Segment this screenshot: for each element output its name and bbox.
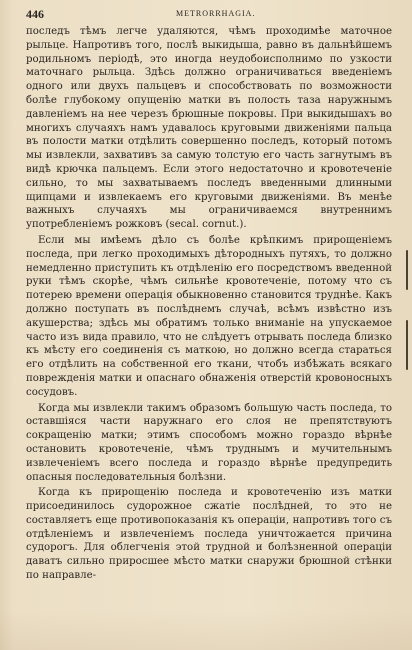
paragraph: Когда мы извлекли такимъ образомъ большую часть последа, то оставшіяся части наружнаго его слоя не препятствуютъ сокращенію матки; этимъ способомъ можно гораздо вѣрнѣе остановить кровотеченіе, чѣмъ труднымъ и мучительнымъ извлеченіемъ всего последа и гораздо вѣрнѣе предупредить опасныя последовательныя болѣзни. <box>26 402 392 483</box>
paper-stain <box>0 610 412 650</box>
paragraph: Если мы имѣемъ дѣло съ болѣе крѣпкимъ прирощеніемъ последа, при легко проходимыхъ дѣтородныхъ путяхъ, то должно немедленно приступить къ отдѣленію его посредствомъ введенной руки тѣмъ скорѣе, чѣмъ сильнѣе кровотеченіе, потому что съ потерею времени операція обыкновенно становится труднѣе. Какъ должно поступать въ послѣднемъ случаѣ, всѣмъ извѣстно изъ акушерства; здѣсь мы обратимъ только вниманіе на упускаемое часто изъ вида правило, что не слѣдуетъ отрывать последа близко къ мѣсту его соединенія съ маткою, но должно всегда стараться его отдѣлить на собственной его ткани, чтобъ избѣжать всякаго поврежденія матки и опаснаго обнаженія отверстій кровоносныхъ сосудовъ. <box>26 234 392 398</box>
running-title: METRORRHAGIA. <box>176 9 256 18</box>
paragraph: последъ тѣмъ легче удаляются, чѣмъ проходимѣе маточное рыльце. Напротивъ того, послѣ выкидыша, равно въ дальнѣйшемъ родильномъ періодѣ, это иногда неудобоисполнимо по узкости маточнаго рыльца. Здѣсь должно ограничиваться введеніемъ одного или двухъ пальцевъ и способствовать по возможности болѣе глубокому опущенію матки въ полость таза наружнымъ давленіемъ на нее черезъ брюшные покровы. При выкидышахъ во многихъ случаяхъ намъ удавалось круговыми движеніями пальца въ полости матки отдѣлить совершенно последъ, который потомъ мы извлекли, захвативъ за самую толстую его часть загнутымъ въ видѣ крючка пальцемъ. Если этого недостаточно и кровотеченіе сильно, то мы захватываемъ последъ введенными длинными щипцами и извлекаемъ его круговыми движеніями. Въ менѣе важныхъ случаяхъ мы ограничиваемся внутреннимъ употребленіемъ рожковъ (secal. cornut.). <box>26 26 392 231</box>
margin-mark <box>406 250 408 290</box>
page-header <box>26 7 396 23</box>
page-number: 446 <box>26 7 44 21</box>
paragraph: Когда къ прирощенію последа и кровотеченію изъ матки присоединилось судорожное сжатіе послѣдней, то это не составляетъ еще противопоказанія къ операціи, напротивъ того съ отдѣленіемъ и извлеченіемъ последа уничтожается причина судорогъ. Для облегченія этой трудной и болѣзненной операціи даватъ сильно приросшее мѣсто матки снаружи брюшной стѣнки по направле- <box>26 487 392 582</box>
body-text <box>26 25 392 585</box>
margin-mark <box>406 320 408 370</box>
margin-marks <box>400 250 408 370</box>
